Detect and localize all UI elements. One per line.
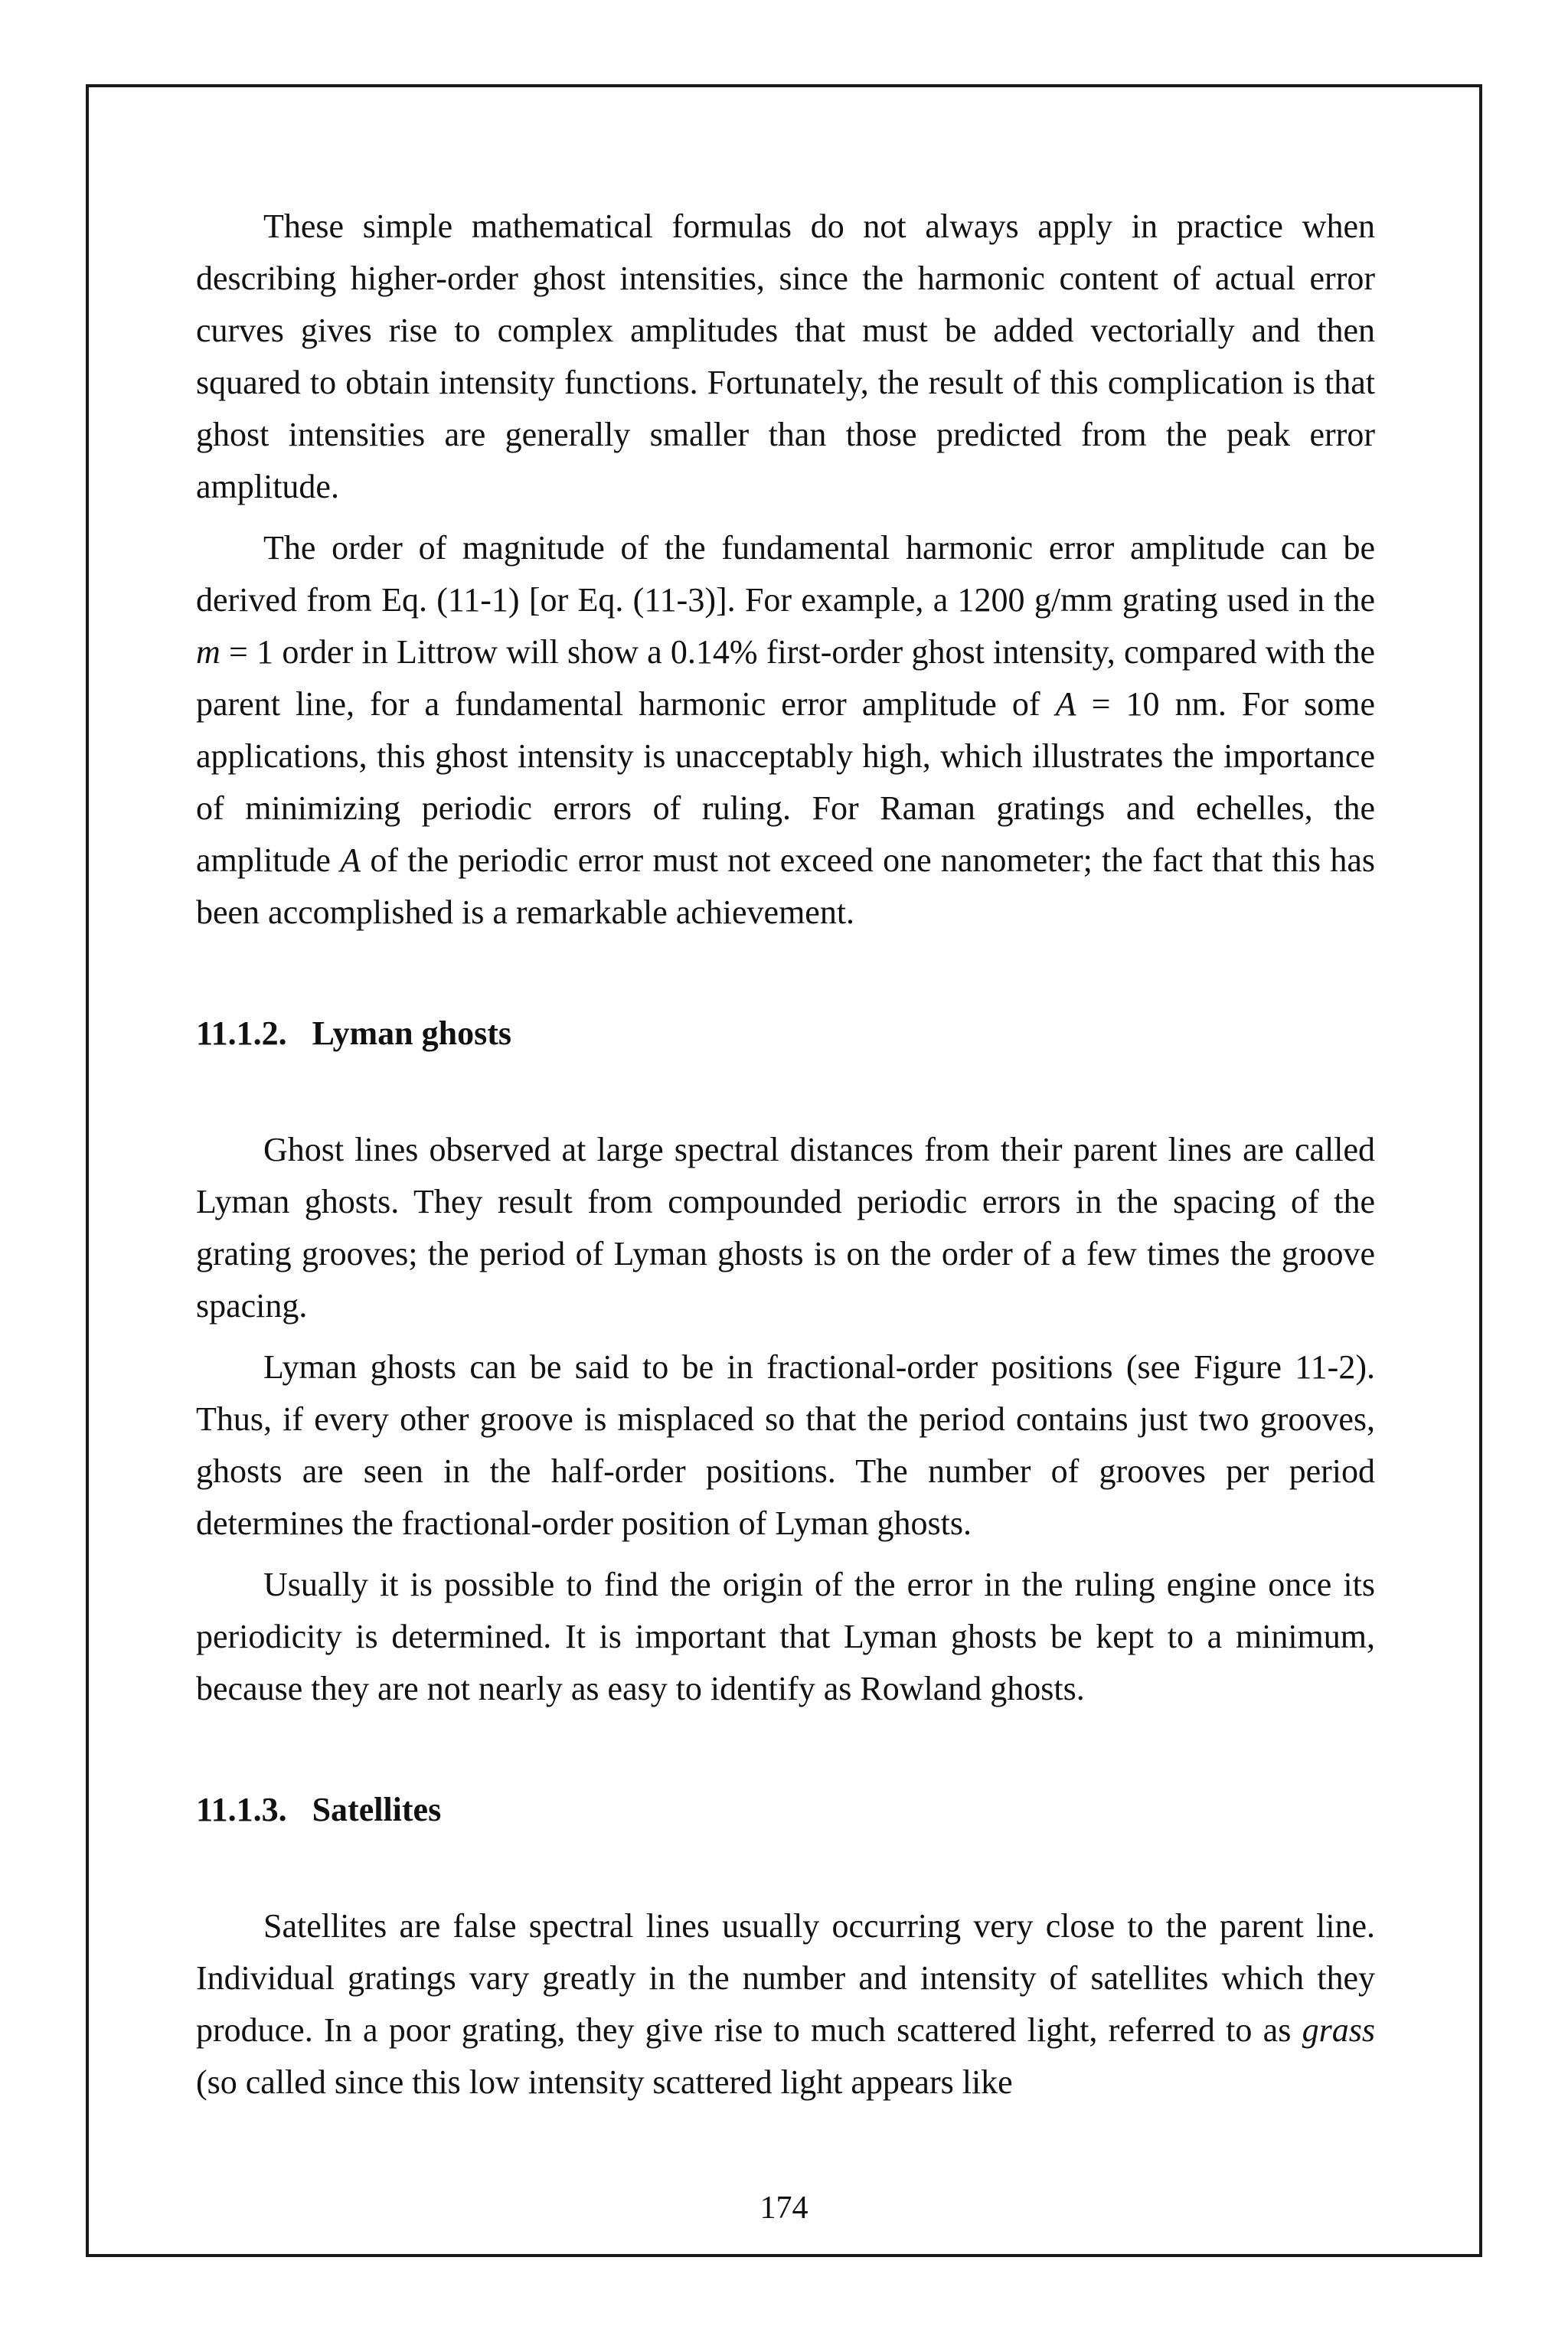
text-run: = 1 order in Littrow will show a 0.14% first-order ghost intensity, compared with the parent line, for a fundamental harmonic error amplitude of — [196, 633, 1375, 723]
variable-a: A — [340, 841, 361, 879]
paragraph-lyman-positions: Lyman ghosts can be said to be in fractional-order positions (see Figure 11-2). Thus, if every other groove is misplaced so that the period contains just two grooves, ghosts are seen in the half-order positions. The number of grooves per period determines the fractional-order position of Lyman ghosts. — [196, 1348, 1375, 1542]
text-run: The order of magnitude of the fundamental harmonic error amplitude can be derived from Eq. (11-1) [or Eq. (11-3)]. For example, a 1200 g/mm grating used in the — [196, 529, 1375, 619]
variable-a: A — [1055, 685, 1076, 723]
paragraph-error-amplitude — [196, 522, 1375, 939]
text-run: = 10 nm. For some applications, this ghost intensity is unacceptably high, which illustrates the importance of minimizing periodic errors of ruling. For Raman gratings and echelles, the amplitude — [196, 685, 1375, 879]
page-body — [196, 201, 1375, 2109]
term-grass: grass — [1302, 2011, 1375, 2049]
variable-m: m — [196, 633, 220, 671]
section-heading-lyman-ghosts: 11.1.2. Lyman ghosts — [196, 1014, 511, 1052]
page-number: 174 — [760, 2190, 808, 2226]
paragraph-satellites — [196, 1900, 1375, 2109]
paragraph-lyman-definition: Ghost lines observed at large spectral distances from their parent lines are called Lyman ghosts. They result from compounded periodic errors in the spacing of the grating grooves; the period of Lyman ghosts is on the order of a few times the groove spacing. — [196, 1131, 1375, 1325]
paragraph-lyman-origin: Usually it is possible to find the origin of the error in the ruling engine once its periodicity is determined. It is important that Lyman ghosts be kept to a minimum, because they are not nearly as easy to identify as Rowland ghosts. — [196, 1566, 1375, 1707]
text-run: (so called since this low intensity scattered light appears like — [196, 2063, 1013, 2101]
text-run: of the periodic error must not exceed one nanometer; the fact that this has been accomplished is a remarkable achievement. — [196, 841, 1375, 931]
section-heading-satellites: 11.1.3. Satellites — [196, 1791, 442, 1828]
paragraph-ghost-intensities: These simple mathematical formulas do not always apply in practice when describing higher-order ghost intensities, since the harmonic content of actual error curves gives rise to complex amplitudes that must be added vectorially and then squared to obtain intensity functions. Fortunately, the result of this complication is that ghost intensities are generally smaller than those predicted from the peak error amplitude. — [196, 207, 1375, 505]
text-run: Satellites are false spectral lines usually occurring very close to the parent line. Individual gratings vary greatly in the number and intensity of satellites which they produce. In a poor grating, they give rise to much scattered light, referred to as — [196, 1907, 1375, 2049]
